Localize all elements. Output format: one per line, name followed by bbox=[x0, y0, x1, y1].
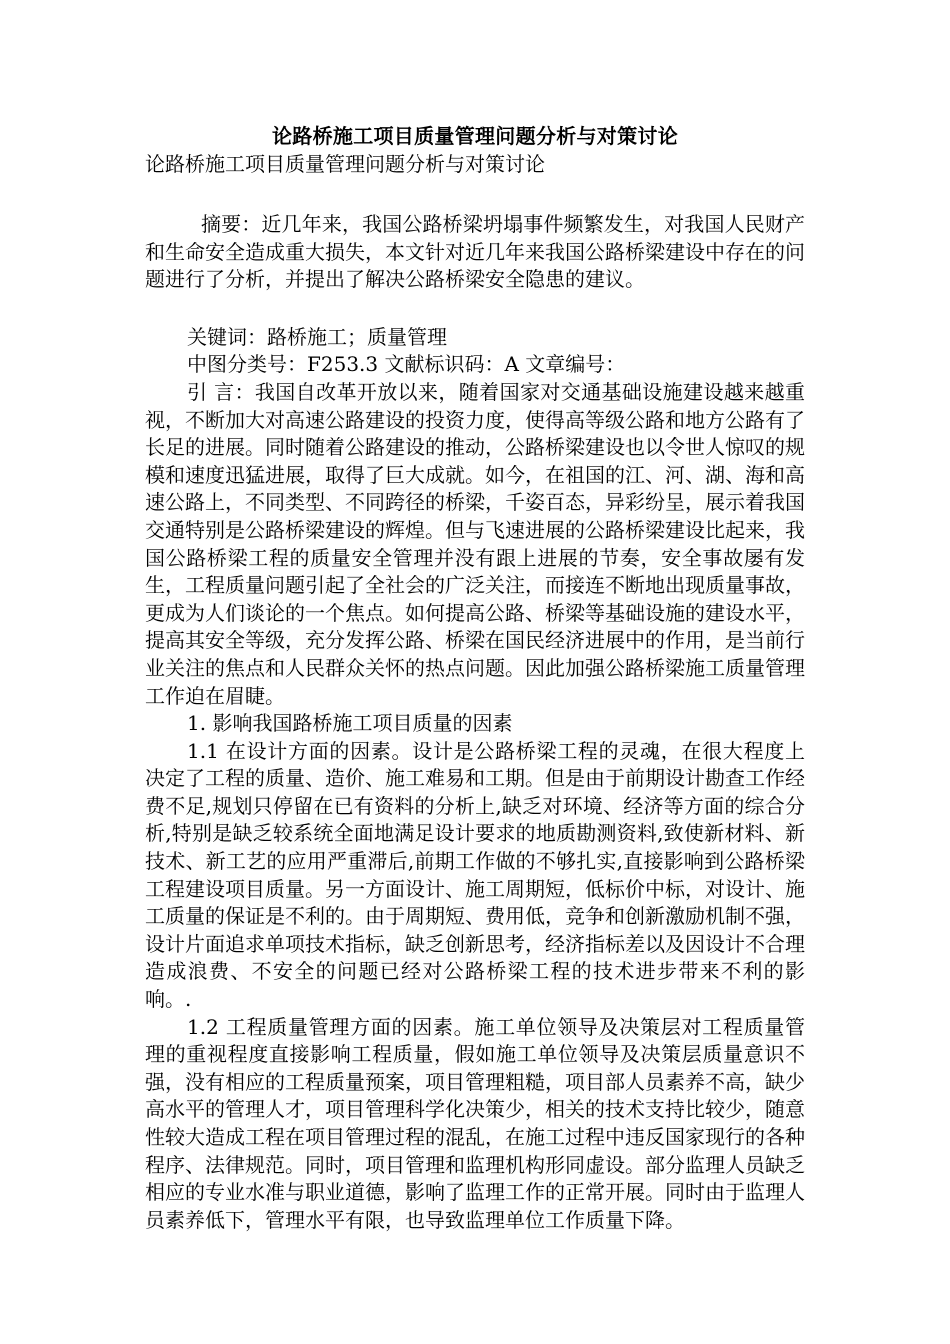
keywords-line: 关键词：路桥施工；质量管理 bbox=[187, 324, 447, 349]
document-title: 论路桥施工项目质量管理问题分析与对策讨论 bbox=[272, 124, 678, 148]
section-1-2-paragraph: 1.2 工程质量管理方面的因素。施工单位领导及决策层对工程质量管理的重视程度直接影响工程质量，假如施工单位领导及决策层质量意识不强，没有相应的工程质量预案，项目管理粗糙，项目部人员素养不高，缺少高水平的管理人才，项目管理科学化决策少，相关的技术支持比较少，随意性较大造成工程在项目管理过程的混乱，在施工过程中违反国家现行的各种程序、法律规范。同时，项目管理和监理机构形同虚设。部分监理人员缺乏相应的专业水准与职业道德，影响了监理工作的正常开展。同时由于监理人员素养低下，管理水平有限，也导致监理单位工作质量下降。 bbox=[145, 1014, 805, 1232]
document-page bbox=[145, 122, 805, 1234]
section-1-1-paragraph: 1.1 在设计方面的因素。设计是公路桥梁工程的灵魂，在很大程度上决定了工程的质量、造价、施工难易和工期。但是由于前期设计勘查工作经费不足,规划只停留在已有资料的分析上,缺乏对环境、经济等方面的综合分析,特别是缺乏较系统全面地满足设计要求的地质勘测资料,致使新材料、新技术、新工艺的应用严重滞后,前期工作做的不够扎实,直接影响到公路桥梁工程建设项目质量。另一方面设计、施工周期短，低标价中标，对设计、施工质量的保证是不利的。由于周期短、费用低，竞争和创新激励机制不强，设计片面追求单项技术指标，缺乏创新思考，经济指标差以及因设计不合理造成浪费、不安全的问题已经对公路桥梁工程的技术进步带来不利的影响。. bbox=[145, 738, 805, 1012]
section-heading: 1. 影响我国路桥施工项目质量的因素 bbox=[187, 711, 513, 736]
abstract-paragraph: 摘要：近几年来，我国公路桥梁坍塌事件频繁发生，对我国人民财产和生命安全造成重大损失，本文针对近几年来我国公路桥梁建设中存在的问题进行了分析，并提出了解决公路桥梁安全隐患的建议。 bbox=[145, 212, 805, 292]
document-subtitle: 论路桥施工项目质量管理问题分析与对策讨论 bbox=[145, 152, 545, 176]
introduction-paragraph: 引 言：我国自改革开放以来，随着国家对交通基础设施建设越来越重视，不断加大对高速公路建设的投资力度，使得高等级公路和地方公路有了长足的进展。同时随着公路建设的推动，公路桥梁建设也以令世人惊叹的规模和速度迅猛进展，取得了巨大成就。如今，在祖国的江、河、湖、海和高速公路上，不同类型、不同跨径的桥梁，千姿百态，异彩纷呈，展示着我国交通特别是公路桥梁建设的辉煌。但与飞速进展的公路桥梁建设比起来，我国公路桥梁工程的质量安全管理并没有跟上进展的节奏，安全事故屡有发生，工程质量问题引起了全社会的广泛关注，而接连不断地出现质量事故，更成为人们谈论的一个焦点。如何提高公路、桥梁等基础设施的建设水平，提高其安全等级，充分发挥公路、桥梁在国民经济进展中的作用，是当前行业关注的焦点和人民群众关怀的热点问题。因此加强公路桥梁施工质量管理工作迫在眉睫。 bbox=[145, 379, 805, 708]
classification-line: 中图分类号：F253.3 文献标识码：A 文章编号： bbox=[187, 352, 626, 377]
